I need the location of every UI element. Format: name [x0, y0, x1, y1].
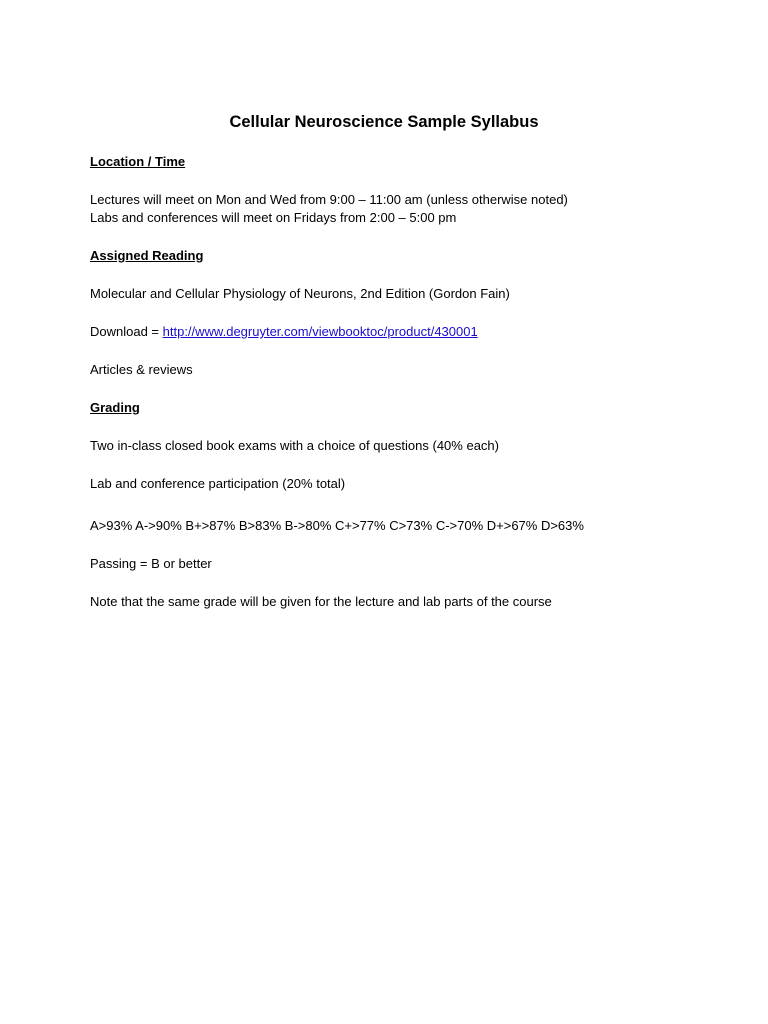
download-link[interactable]: http://www.degruyter.com/viewbooktoc/product/430001 — [162, 324, 478, 339]
grading-heading: Grading — [90, 400, 140, 415]
reading-heading: Assigned Reading — [90, 248, 204, 263]
download-line — [90, 323, 730, 341]
grading-section — [90, 399, 730, 611]
reading-section — [90, 247, 730, 379]
textbook-text: Molecular and Cellular Physiology of Neurons, 2nd Edition (Gordon Fain) — [90, 286, 510, 301]
lab-schedule-text: Labs and conferences will meet on Fridays from 2:00 – 5:00 pm — [90, 210, 457, 225]
lecture-schedule-text: Lectures will meet on Mon and Wed from 9:00 – 11:00 am (unless otherwise noted) — [90, 192, 568, 207]
location-section — [90, 153, 730, 227]
document-title: Cellular Neuroscience Sample Syllabus — [229, 113, 539, 131]
grade-note-text: Note that the same grade will be given for the lecture and lab parts of the course — [90, 594, 552, 609]
passing-text: Passing = B or better — [90, 556, 212, 571]
exams-text: Two in-class closed book exams with a choice of questions (40% each) — [90, 438, 499, 453]
download-label: Download = — [90, 324, 163, 339]
location-heading: Location / Time — [90, 154, 186, 169]
participation-text: Lab and conference participation (20% total) — [90, 476, 346, 491]
articles-text: Articles & reviews — [90, 362, 193, 377]
document-body — [90, 153, 730, 631]
grade-scale-text: A>93% A->90% B+>87% B>83% B->80% C+>77% C>73% C->70% D+>67% D>63% — [90, 518, 584, 533]
